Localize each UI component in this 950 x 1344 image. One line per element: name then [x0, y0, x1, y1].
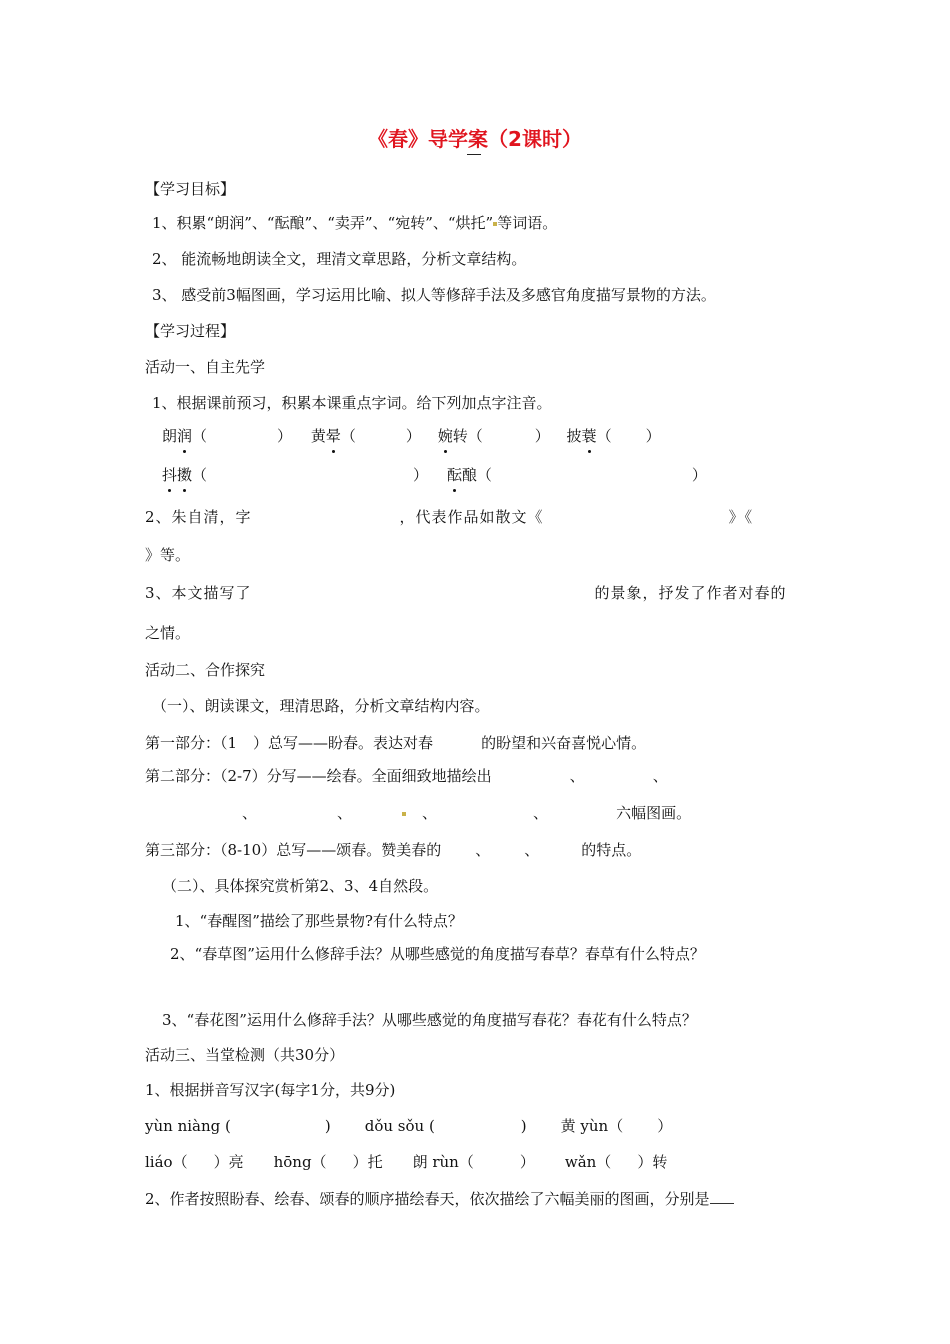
pinyin-row-1: yùn niàng ( ) dǒu sǒu ( ) 黄 yùn（ ）	[145, 1117, 673, 1135]
activity-1-heading: 活动一、自主先学	[145, 358, 266, 376]
goals-heading: 【学习目标】	[145, 180, 236, 198]
activity-1-question-2: 2、朱自清，字 ，代表作品如散文《 》《	[145, 508, 754, 526]
activity-1-question-3: 3、本文描写了 的景象，抒发了作者对春的	[145, 584, 787, 602]
goal-3: 3、 感受前3幅图画，学习运用比喻、拟人等修辞手法及多感官角度描写景物的方法。	[152, 286, 716, 304]
marker-icon	[402, 812, 406, 816]
goal-1: 1、积累“朗润”、“酝酿”、“卖弄”、“宛转”、“烘托” 等词语。	[152, 214, 558, 232]
pinyin-row-2: liáo（ ）亮 hōng（ ）托 朗 rùn（ ） wǎn（ ）转	[145, 1153, 668, 1171]
explore-question-1: 1、“春醒图”描绘了那些景物?有什么特点？	[175, 912, 463, 930]
activity-2-part-2: （二）、具体探究赏析第2、3、4自然段。	[162, 877, 439, 895]
activity-3-question-1: 1、根据拼音写汉字(每字1分，共9分)	[145, 1081, 396, 1099]
structure-part-2-cont: 、 、 、 、 六幅图画。	[242, 804, 692, 822]
activity-3-heading: 活动三、当堂检测（共30分）	[145, 1046, 345, 1064]
vocab-row-1: 朗润（ ） 黄晕（ ） 婉转（ ） 披蓑（ ）	[162, 427, 661, 445]
activity-3-question-2: 2、作者按照盼春、绘春、颂春的顺序描绘春天，依次描绘了六幅美丽的图画，分别是	[145, 1189, 734, 1209]
explore-question-3: 3、“春花图”运用什么修辞手法？从哪些感觉的角度描写春花？春花有什么特点？	[162, 1011, 697, 1029]
page-title: 《春》导学案（2课时）	[368, 127, 582, 151]
structure-part-3: 第三部分：（8-10）总写——颂春。赞美春的 、 、 的特点。	[145, 841, 642, 859]
process-heading: 【学习过程】	[145, 322, 236, 340]
activity-1-question-1: 1、根据课前预习，积累本课重点字词。给下列加点字注音。	[152, 394, 552, 412]
activity-1-question-2-end: 》等。	[145, 546, 191, 564]
explore-question-2: 2、“春草图”运用什么修辞手法？从哪些感觉的角度描写春草？春草有什么特点？	[170, 945, 705, 963]
structure-part-1: 第一部分：（1 ）总写——盼春。表达对春 的盼望和兴奋喜悦心情。	[145, 734, 647, 752]
activity-2-part-1: （一）、朗读课文，理清思路，分析文章结构内容。	[152, 697, 490, 715]
vocab-row-2: 抖擞（ ） 酝酿（ ）	[162, 466, 707, 484]
activity-2-heading: 活动二、合作探究	[145, 661, 266, 679]
activity-1-question-3-end: 之情。	[145, 624, 191, 642]
title-dash	[467, 154, 481, 155]
structure-part-2: 第二部分：（2-7）分写——绘春。全面细致地描绘出 、 、	[145, 767, 668, 785]
answer-blank[interactable]	[710, 1189, 734, 1204]
goal-2: 2、 能流畅地朗读全文，理清文章思路，分析文章结构。	[152, 250, 527, 268]
